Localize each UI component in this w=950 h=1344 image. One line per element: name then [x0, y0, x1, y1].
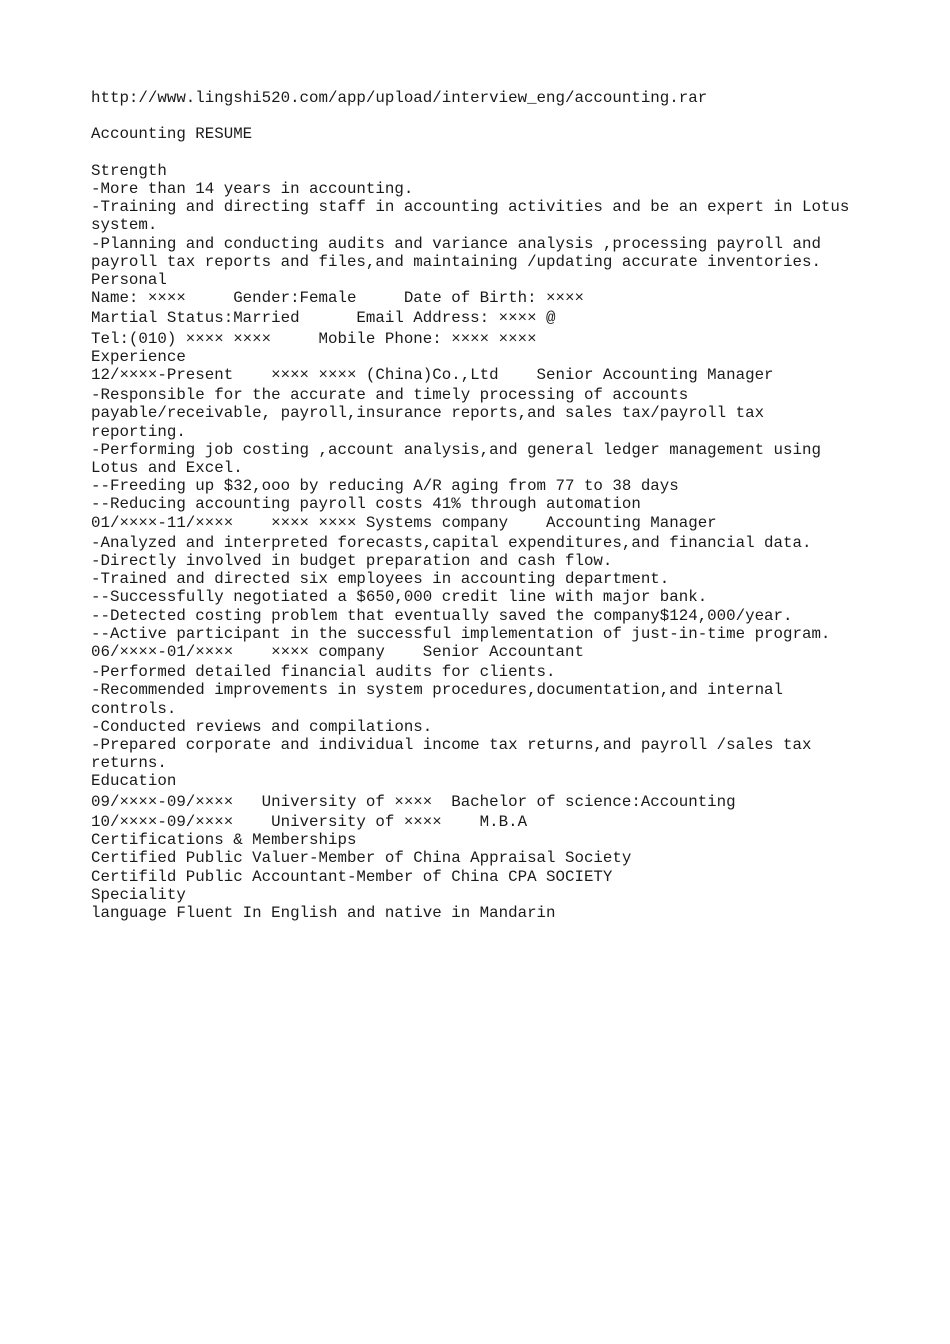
- experience-heading: Experience: [91, 347, 186, 366]
- education-entry: 09/××××-09/×××× University of ×××× Bachelor of science:Accounting: [91, 792, 736, 811]
- strength-line: system.: [91, 216, 158, 235]
- document-title: Accounting RESUME: [91, 125, 253, 144]
- job-header: 06/××××-01/×××× ×××× company Senior Accountant: [91, 643, 584, 662]
- job-line: -Analyzed and interpreted forecasts,capital expenditures,and financial data.: [91, 533, 812, 552]
- job-line: -Trained and directed six employees in accounting department.: [91, 570, 670, 589]
- job-line: -Conducted reviews and compilations.: [91, 717, 433, 736]
- job-line: --Detected costing problem that eventually saved the company$124,000/year.: [91, 606, 793, 625]
- personal-status-line: Martial Status:Married Email Address: ×××× @: [91, 309, 556, 328]
- education-entry: 10/××××-09/×××× University of ×××× M.B.A: [91, 812, 528, 831]
- source-url: http://www.lingshi520.com/app/upload/interview_eng/accounting.rar: [91, 89, 708, 107]
- job-line: --Successfully negotiated a $650,000 credit line with major bank.: [91, 588, 708, 607]
- resume-document: [91, 89, 891, 922]
- job-line: Lotus and Excel.: [91, 459, 243, 478]
- job-line: returns.: [91, 754, 167, 773]
- spacer: [91, 107, 891, 125]
- spacer: [91, 144, 891, 162]
- job-header: 01/××××-11/×××× ×××× ×××× Systems company Accounting Manager: [91, 513, 717, 532]
- speciality-heading: Speciality: [91, 885, 186, 904]
- job-line: controls.: [91, 699, 177, 718]
- job-line: --Freeding up $32,ooo by reducing A/R aging from 77 to 38 days: [91, 477, 679, 496]
- strength-heading: Strength: [91, 161, 167, 180]
- job-line: --Active participant in the successful implementation of just-in-time program.: [91, 624, 831, 643]
- job-line: reporting.: [91, 422, 186, 441]
- job-line: -Recommended improvements in system procedures,documentation,and internal: [91, 681, 784, 700]
- job-header: 12/××××-Present ×××× ×××× (China)Co.,Ltd Senior Accounting Manager: [91, 366, 774, 385]
- job-line: payable/receivable, payroll,insurance reports,and sales tax/payroll tax: [91, 404, 765, 423]
- strength-line: -Training and directing staff in accounting activities and be an expert in Lotus: [91, 198, 850, 217]
- speciality-line: language Fluent In English and native in Mandarin: [91, 903, 556, 922]
- personal-name-line: Name: ×××× Gender:Female Date of Birth: ××××: [91, 289, 584, 308]
- personal-tel-line: Tel:(010) ×××× ×××× Mobile Phone: ×××× ××××: [91, 329, 537, 348]
- strength-line: -Planning and conducting audits and variance analysis ,processing payroll and: [91, 234, 821, 253]
- job-line: -Responsible for the accurate and timely processing of accounts: [91, 386, 689, 405]
- personal-heading: Personal: [91, 271, 167, 289]
- certifications-heading: Certifications & Memberships: [91, 831, 357, 850]
- job-line: -Prepared corporate and individual income tax returns,and payroll /sales tax: [91, 736, 812, 755]
- strength-line: payroll tax reports and files,and maintaining /updating accurate inventories.: [91, 252, 821, 271]
- job-line: -Performing job costing ,account analysis,and general ledger management using: [91, 440, 821, 459]
- education-heading: Education: [91, 772, 177, 791]
- job-line: --Reducing accounting payroll costs 41% through automation: [91, 495, 641, 514]
- job-line: -Performed detailed financial audits for clients.: [91, 663, 556, 682]
- certification-line: Certifild Public Accountant-Member of China CPA SOCIETY: [91, 867, 613, 886]
- certification-line: Certified Public Valuer-Member of China Appraisal Society: [91, 849, 632, 868]
- job-line: -Directly involved in budget preparation and cash flow.: [91, 552, 613, 571]
- strength-line: -More than 14 years in accounting.: [91, 179, 414, 198]
